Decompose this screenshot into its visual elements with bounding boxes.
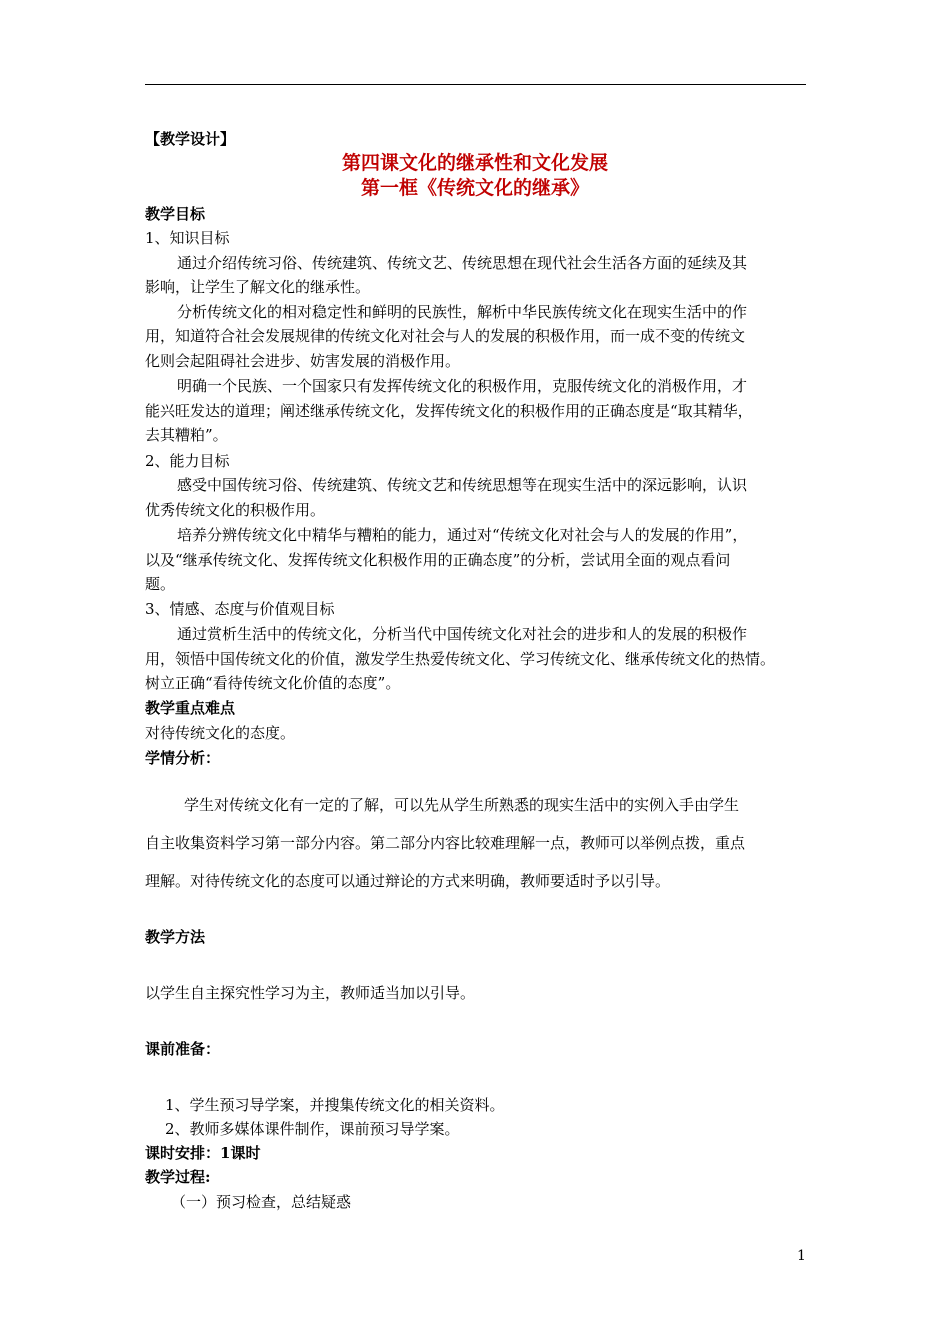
process-step: （一）预习检查，总结疑惑 — [171, 1193, 352, 1211]
paragraph-line: 树立正确“看待传统文化价值的态度”。 — [145, 674, 401, 692]
paragraph-line: 题。 — [145, 575, 176, 593]
paragraph-line: 理解。对待传统文化的态度可以通过辩论的方式来明确，教师要适时予以引导。 — [145, 872, 671, 890]
key-text: 对待传统文化的态度。 — [145, 724, 296, 742]
paragraph-line: 以及“继承传统文化、发挥传统文化积极作用的正确态度”的分析，尝试用全面的观点看问 — [145, 551, 731, 569]
schedule-heading: 课时安排：1课时 — [145, 1144, 261, 1162]
method-heading: 教学方法 — [145, 928, 206, 946]
paragraph-line: 化则会起阻碍社会进步、妨害发展的消极作用。 — [145, 352, 461, 370]
process-heading: 教学过程: — [145, 1168, 211, 1186]
ability-heading: 2、能力目标 — [145, 452, 230, 470]
page-number: 1 — [797, 1248, 806, 1264]
paragraph-line: 学生对传统文化有一定的了解，可以先从学生所熟悉的现实生活中的实例入手由学生 — [184, 796, 740, 814]
analysis-heading: 学情分析： — [145, 749, 221, 767]
header-rule — [145, 84, 806, 85]
paragraph-line: 用，领悟中国传统文化的价值，激发学生热爱传统文化、学习传统文化、继承传统文化的热情。 — [145, 650, 776, 668]
prep-heading: 课前准备： — [145, 1040, 221, 1058]
paragraph-line: 用，知道符合社会发展规律的传统文化对社会与人的发展的积极作用，而一成不变的传统文 — [145, 327, 746, 345]
knowledge-heading: 1、知识目标 — [145, 229, 230, 247]
list-item: 2、教师多媒体课件制作，课前预习导学案。 — [165, 1120, 460, 1138]
key-heading: 教学重点难点 — [145, 699, 236, 717]
paragraph-line: 去其糟粕”。 — [145, 426, 228, 444]
page-subtitle: 第一框《传统文化的继承》 — [360, 177, 589, 199]
goals-heading: 教学目标 — [145, 205, 206, 223]
method-text: 以学生自主探究性学习为主，教师适当加以引导。 — [145, 984, 476, 1002]
paragraph-line: 影响，让学生了解文化的继承性。 — [145, 278, 371, 296]
paragraph-line: 培养分辨传统文化中精华与糟粕的能力，通过对“传统文化对社会与人的发展的作用”， — [177, 526, 748, 544]
header-tag: 【教学设计】 — [145, 130, 236, 148]
emotion-heading: 3、情感、态度与价值观目标 — [145, 600, 335, 618]
paragraph-line: 能兴旺发达的道理；阐述继承传统文化，发挥传统文化的积极作用的正确态度是“取其精华， — [145, 402, 753, 420]
paragraph-line: 优秀传统文化的积极作用。 — [145, 501, 326, 519]
paragraph-line: 感受中国传统习俗、传统建筑、传统文艺和传统思想等在现实生活中的深远影响，认识 — [177, 476, 748, 494]
paragraph-line: 分析传统文化的相对稳定性和鲜明的民族性，解析中华民族传统文化在现实生活中的作 — [177, 303, 748, 321]
list-item: 1、学生预习导学案，并搜集传统文化的相关资料。 — [165, 1096, 505, 1114]
paragraph-line: 明确一个民族、一个国家只有发挥传统文化的积极作用，克服传统文化的消极作用，才 — [177, 377, 748, 395]
paragraph-line: 通过介绍传统习俗、传统建筑、传统文艺、传统思想在现代社会生活各方面的延续及其 — [177, 254, 748, 272]
paragraph-line: 通过赏析生活中的传统文化，分析当代中国传统文化对社会的进步和人的发展的积极作 — [177, 625, 748, 643]
page-title: 第四课文化的继承性和文化发展 — [341, 152, 608, 174]
paragraph-line: 自主收集资料学习第一部分内容。第二部分内容比较难理解一点，教师可以举例点拨，重点 — [145, 834, 746, 852]
